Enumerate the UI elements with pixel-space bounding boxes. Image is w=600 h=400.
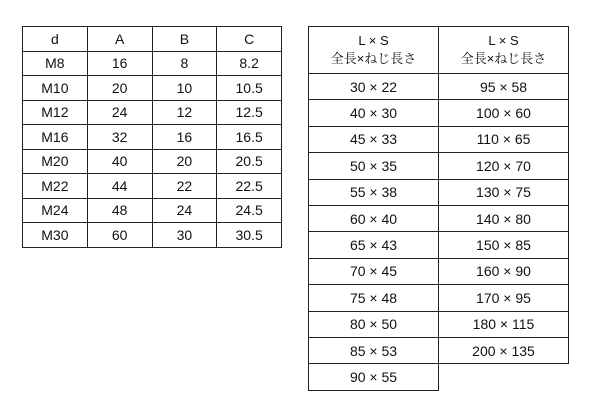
size-table-row: [309, 311, 569, 337]
dimension-table-row: [23, 51, 282, 76]
dimension-cell: 22: [152, 174, 217, 199]
dimension-cell: 22.5: [217, 174, 282, 199]
size-table-row: [309, 100, 569, 126]
dimension-cell: 16: [87, 51, 152, 76]
dimension-cell: 8.2: [217, 51, 282, 76]
dimension-cell: 20: [87, 76, 152, 101]
size-table-row: [309, 74, 569, 100]
dimension-table-row: [23, 100, 282, 125]
dimension-cell: M20: [23, 149, 88, 174]
size-table-row: [309, 337, 569, 363]
size-header-cell: [439, 27, 569, 74]
size-cell: 130 × 75: [439, 179, 569, 205]
size-table-row: [309, 364, 569, 390]
dimension-cell: 10: [152, 76, 217, 101]
size-table-row: [309, 153, 569, 179]
size-header-cell: [309, 27, 439, 74]
size-cell: 75 × 48: [309, 285, 439, 311]
size-cell: 160 × 90: [439, 258, 569, 284]
size-cell: 30 × 22: [309, 74, 439, 100]
dimension-cell: 48: [87, 198, 152, 223]
dimension-table-row: [23, 174, 282, 199]
size-cell: 90 × 55: [309, 364, 439, 390]
size-table-row: [309, 258, 569, 284]
size-cell: 50 × 35: [309, 153, 439, 179]
dimension-header-cell: C: [217, 27, 282, 52]
size-table-header-row: [309, 27, 569, 74]
size-cell: 45 × 33: [309, 126, 439, 152]
size-cell: 95 × 58: [439, 74, 569, 100]
dimension-cell: 30: [152, 223, 217, 248]
dimension-cell: M16: [23, 125, 88, 150]
size-cell: 70 × 45: [309, 258, 439, 284]
size-cell: 110 × 65: [439, 126, 569, 152]
dimension-cell: 24: [87, 100, 152, 125]
size-table-row: [309, 232, 569, 258]
size-table-row: [309, 179, 569, 205]
size-cell: 40 × 30: [309, 100, 439, 126]
size-cell: 170 × 95: [439, 285, 569, 311]
dimension-cell: 20: [152, 149, 217, 174]
dimension-cell: 10.5: [217, 76, 282, 101]
dimension-cell: 16: [152, 125, 217, 150]
size-header-line-ls: L × S: [358, 32, 389, 48]
dimension-cell: 8: [152, 51, 217, 76]
size-table: [308, 26, 569, 391]
size-cell: 140 × 80: [439, 205, 569, 231]
dimension-header-cell: A: [87, 27, 152, 52]
dimension-table-header-row: [23, 27, 282, 52]
dimension-cell: M10: [23, 76, 88, 101]
size-cell: 60 × 40: [309, 205, 439, 231]
dimension-cell: 44: [87, 174, 152, 199]
dimension-table-body: [23, 27, 282, 248]
size-cell: 85 × 53: [309, 337, 439, 363]
dimension-cell: 12.5: [217, 100, 282, 125]
dimension-cell: 60: [87, 223, 152, 248]
size-table-row: [309, 205, 569, 231]
size-header-line-desc: 全長×ねじ長さ: [460, 51, 547, 66]
dimension-cell: M30: [23, 223, 88, 248]
size-cell: 180 × 115: [439, 311, 569, 337]
dimension-cell: 20.5: [217, 149, 282, 174]
size-table-row: [309, 285, 569, 311]
dimension-cell: M22: [23, 174, 88, 199]
dimension-header-cell: B: [152, 27, 217, 52]
size-cell: 120 × 70: [439, 153, 569, 179]
dimension-table-row: [23, 198, 282, 223]
dimension-cell: 12: [152, 100, 217, 125]
size-cell: 150 × 85: [439, 232, 569, 258]
dimension-table-row: [23, 223, 282, 248]
dimension-cell: 16.5: [217, 125, 282, 150]
dimension-header-cell: d: [23, 27, 88, 52]
dimension-cell: M8: [23, 51, 88, 76]
dimension-cell: M24: [23, 198, 88, 223]
dimension-cell: 24.5: [217, 198, 282, 223]
size-cell: 80 × 50: [309, 311, 439, 337]
size-cell: 200 × 135: [439, 337, 569, 363]
dimension-cell: 30.5: [217, 223, 282, 248]
size-cell: 100 × 60: [439, 100, 569, 126]
size-table-row: [309, 126, 569, 152]
size-cell-empty: [439, 364, 569, 390]
dimension-cell: 40: [87, 149, 152, 174]
dimension-table-row: [23, 76, 282, 101]
size-table-body: [309, 27, 569, 391]
dimension-table-row: [23, 149, 282, 174]
dimension-cell: 32: [87, 125, 152, 150]
dimension-cell: M12: [23, 100, 88, 125]
size-cell: 65 × 43: [309, 232, 439, 258]
size-header-line-desc: 全長×ねじ長さ: [330, 51, 417, 66]
size-header-line-ls: L × S: [488, 32, 519, 48]
size-cell: 55 × 38: [309, 179, 439, 205]
dimension-table-row: [23, 125, 282, 150]
dimension-table: [22, 26, 282, 248]
dimension-cell: 24: [152, 198, 217, 223]
